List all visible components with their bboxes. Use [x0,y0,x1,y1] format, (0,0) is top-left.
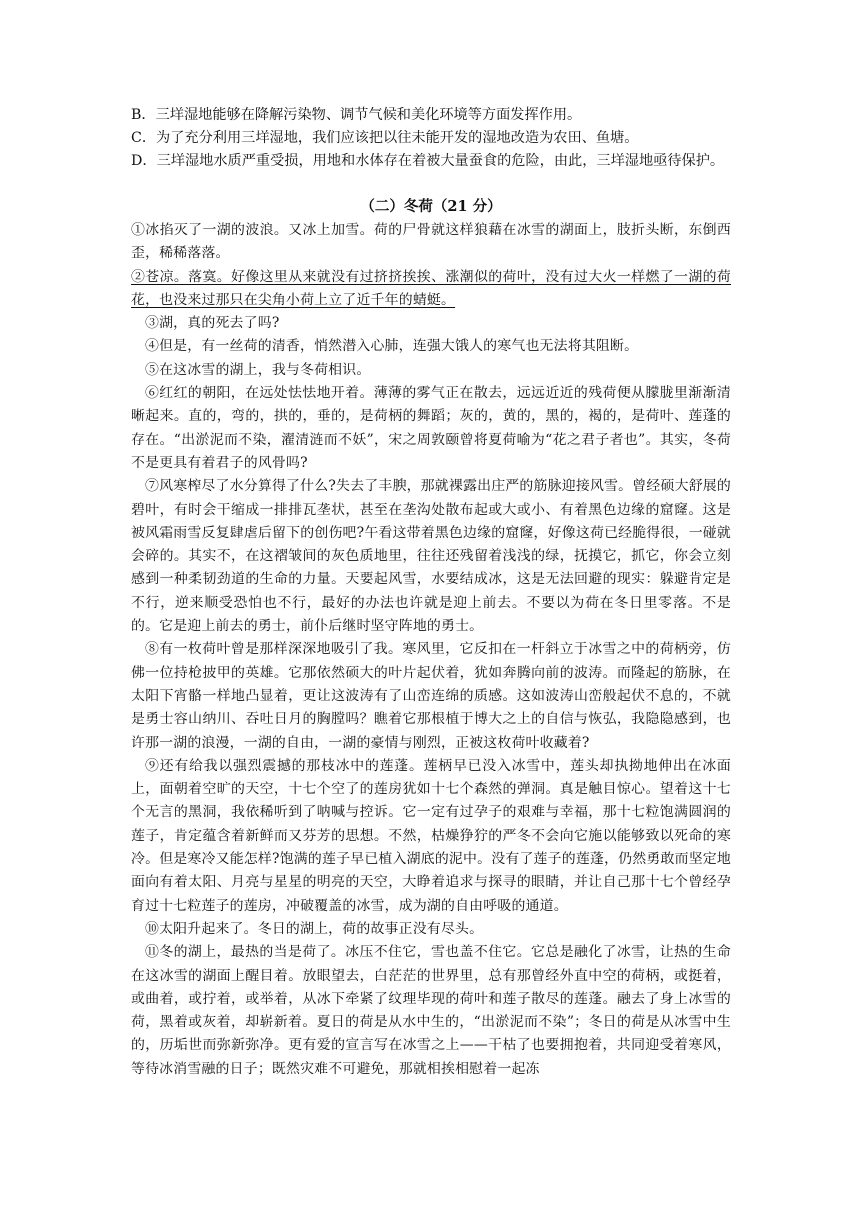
paragraph-1: ①冰掐灭了一湖的波浪。又冰上加雪。荷的尸骨就这样狼藉在冰雪的湖面上，肢折头断，东倒西歪，稀稀落落。 [131,222,731,262]
paragraph-2 [131,266,731,313]
paragraph-5: ⑤在这冰雪的湖上，我与冬荷相识。 [145,361,371,378]
option-b: B．三垟湿地能够在降解污染物、调节气候和美化环境等方面发挥作用。 [131,107,582,123]
answer-options [131,104,731,173]
section-title: （二）冬荷（21 分） [360,198,502,215]
paragraph-10: ⑩太阳升起来了。冬日的湖上，荷的故事正没有尽头。 [145,920,484,937]
article-body [131,219,731,1081]
paragraph-11: ⑪冬的湖上，最热的当是荷了。冰压不住它，雪也盖不住它。它总是融化了冰雪，让热的生命在这冰雪的湖面上醒目着。放眼望去，白茫茫的世界里，总有那曾经外直中空的荷柄，或挺着，或曲着，或拧着，或举着，从冰下牵紧了纹理毕现的荷叶和莲子散尽的莲蓬。融去了身上冰雪的荷，黑着或灰着，却崭新着。夏日的荷是从水中生的，“出淤泥而不染”；冬日的荷是从冰雪中生的，历垢世而弥新弥净。更有爱的宣言写在冰雪之上——干枯了也要拥抱着，共同迎受着寒风，等待冰消雪融的日子；既然灾难不可避免，那就相挨相慰着一起冻 [131,944,731,1077]
paragraph-4: ④但是，有一丝荷的清香，悄然潜入心肺，连强大饿人的寒气也无法将其阻断。 [145,338,639,355]
paragraph-8: ⑧有一枚荷叶曾是那样深深地吸引了我。寒风里，它反扣在一杆斜立于冰雪之中的荷柄旁，仿佛一位持枪披甲的英雄。它那依然硕大的叶片起伏着，犹如奔腾向前的波涛。而隆起的筋脉，在太阳下宵骼一样地凸显着，更让这波涛有了山峦连绵的质感。这如波涛山峦般起伏不息的，不就是勇士容山纳川、吞吐日月的胸膛吗？瞧着它那根植于博大之上的自信与恢弘，我隐隐感到，也许那一湖的浪漫，一湖的自由，一湖的豪情与刚烈，正被这枚荷叶收藏着? [131,641,731,751]
paragraph-7: ⑦风寒榨尽了水分算得了什么?失去了丰腴，那就裸露出庄严的筋脉迎接风雪。曾经硕大舒展的碧叶，有时会干缩成一排排瓦垄状，甚至在垄沟处散布起或大或小、有着黑色边缘的窟窿。这是被风霜雨雪反复肆虐后留下的创伤吧?午看这带着黑色边缘的窟窿，好像这荷已经脆得很，一碰就会碎的。其实不，在这褶皱间的灰色质地里，往往还残留着浅浅的绿，抚摸它，抓它，你会立刻感到一种柔韧劲道的生命的力量。天要起风雪，水要结成冰，这是无法回避的现实：躲避肯定是不行，逆来顺受恐怕也不行，最好的办法也许就是迎上前去。不要以为荷在冬日里零落。不是的。它是迎上前去的勇士，前仆后继时坚守阵地的勇士。 [131,478,731,635]
option-c: C．为了充分利用三垟湿地，我们应该把以往未能开发的湿地改造为农田、鱼塘。 [131,130,639,146]
underlined-sentence: ②苍凉。落寞。好像这里从来就没有过挤挤挨挨、涨潮似的荷叶，没有过大火一样燃了一湖的荷花，也没来过那只在尖角小荷上立了近千年的蜻蜓。 [131,268,731,308]
paragraph-6: ⑥红红的朝阳，在远处怯怯地开着。薄薄的雾气正在散去，远远近近的残荷便从朦胧里渐渐清晰起来。直的，弯的，拱的，垂的，是荷柄的舞蹈；灰的，黄的，黑的，褐的，是荷叶、莲蓬的存在。“出淤泥而不染，濯清涟而不妖”，宋之周敦颐曾将夏荷喻为“花之君子者也”。其实，冬荷不是更具有着君子的风骨吗? [131,385,731,471]
option-d: D．三垟湿地水质严重受损，用地和水体存在着被大量蚕食的危险，由此，三垟湿地亟待保护。 [131,153,725,169]
paragraph-3: ③湖，真的死去了吗? [145,315,280,332]
paragraph-9: ⑨还有给我以强烈震撼的那枝冰中的莲蓬。莲柄早已没入冰雪中，莲头却执拗地伸出在冰面上，面朝着空旷的天空，十七个空了的莲房犹如十七个森然的弹洞。真是触目惊心。望着这十七个无言的黑洞，我依稀听到了呐喊与控诉。它一定有过孕子的艰难与幸福，那十七粒饱满圆润的莲子，肯定蕴含着新鲜而又芬芳的思想。不然，枯燥狰狞的严冬不会向它施以能够致以死命的寒冷。但是寒冷又能怎样?饱满的莲子早已植入湖底的泥中。没有了莲子的莲蓬，仍然勇敢而坚定地面向有着太阳、月亮与星星的明亮的天空，大睁着追求与探寻的眼睛，并让自己那十七个曾经孕育过十七粒莲子的莲房，冲破覆盖的冰雪，成为湖的自由呼吸的通道。 [131,757,731,914]
